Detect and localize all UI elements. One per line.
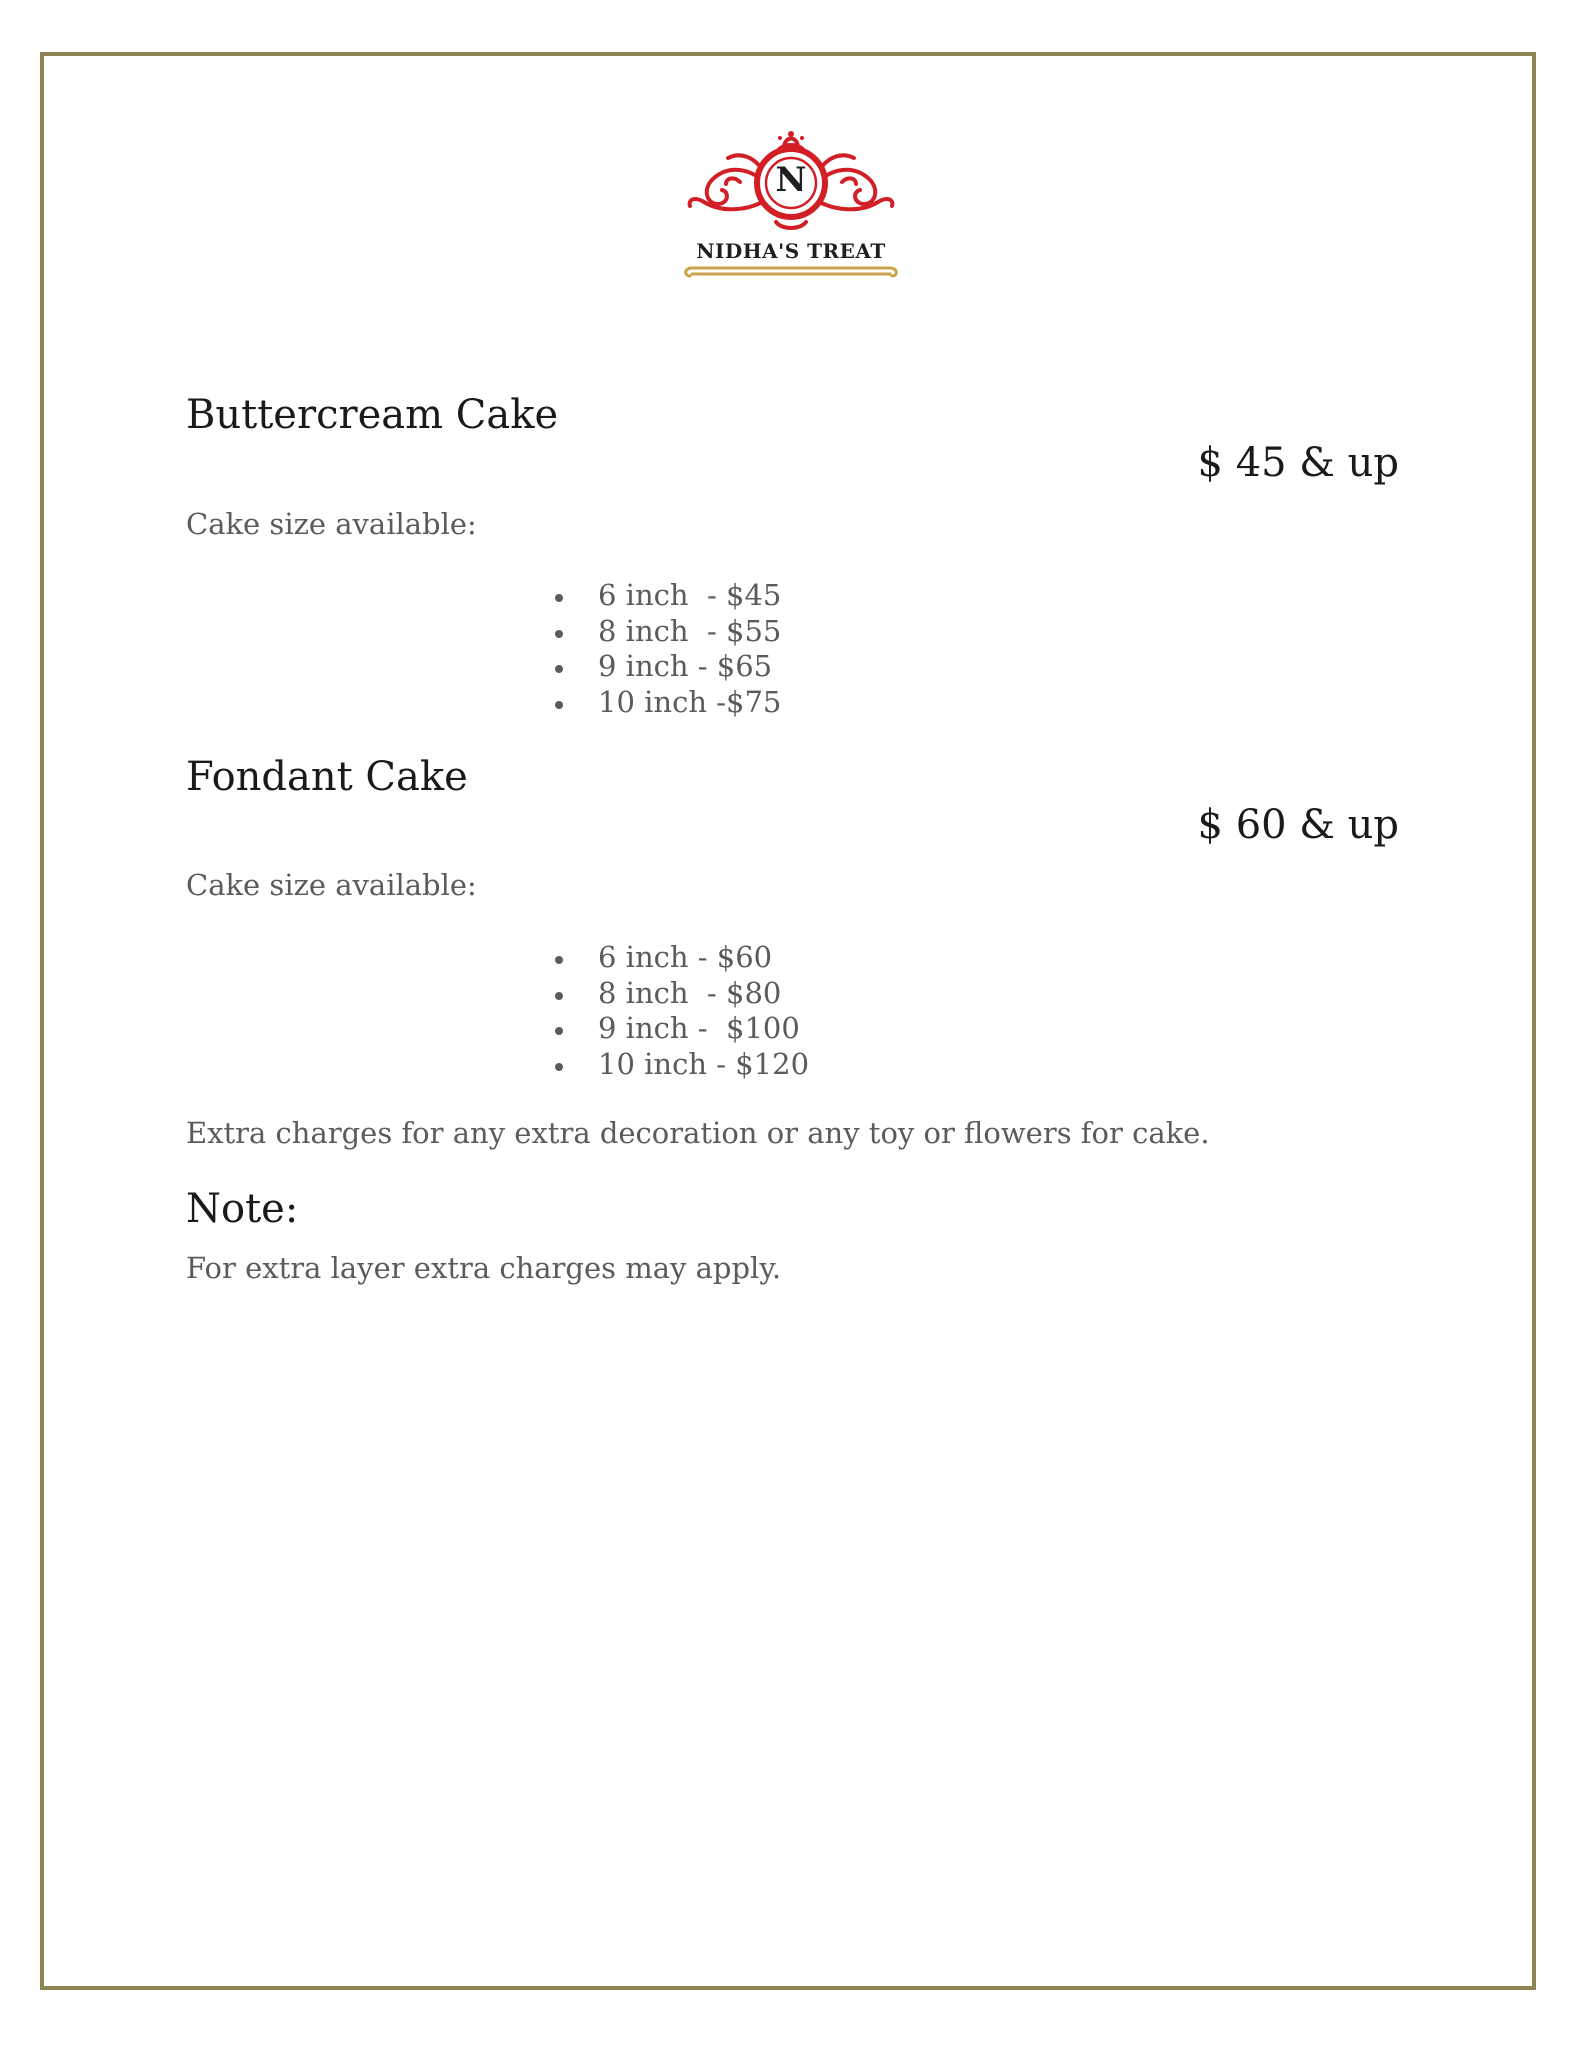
size-option: 8 inch - $55 xyxy=(598,613,782,648)
note-text: For extra layer extra charges may apply. xyxy=(186,1251,782,1285)
list-item xyxy=(553,649,781,685)
logo-brand-name: NIDHA'S TREAT xyxy=(696,239,886,263)
list-item xyxy=(553,614,781,650)
bullet-icon xyxy=(555,630,563,638)
size-option: 9 inch - $100 xyxy=(598,1011,800,1045)
list-item xyxy=(553,578,781,614)
sizes-label-fondant: Cake size available: xyxy=(186,868,477,902)
size-option: 8 inch - $80 xyxy=(598,975,782,1010)
bullet-icon xyxy=(555,1027,563,1035)
list-item xyxy=(553,940,809,976)
size-list-fondant xyxy=(553,940,809,1082)
brand-logo xyxy=(680,126,902,286)
bullet-icon xyxy=(555,1063,563,1071)
section-title-fondant: Fondant Cake xyxy=(186,754,468,800)
price-buttercream: $ 45 & up xyxy=(1197,440,1399,486)
size-list-buttercream xyxy=(553,578,781,720)
size-option: 9 inch - $65 xyxy=(598,649,773,683)
section-title-buttercream: Buttercream Cake xyxy=(186,392,559,438)
bullet-icon xyxy=(555,992,563,1000)
logo-monogram: N xyxy=(775,160,807,200)
note-heading: Note: xyxy=(186,1186,299,1232)
bullet-icon xyxy=(555,665,563,673)
bullet-icon xyxy=(555,701,563,709)
list-item xyxy=(553,685,781,721)
size-option: 10 inch - $120 xyxy=(598,1046,810,1081)
sizes-label-buttercream: Cake size available: xyxy=(186,507,477,541)
price-fondant: $ 60 & up xyxy=(1197,802,1399,848)
list-item xyxy=(553,1011,809,1047)
size-option: 6 inch - $60 xyxy=(598,940,773,974)
bullet-icon xyxy=(555,594,563,602)
extra-charges-text: Extra charges for any extra decoration or any toy or flowers for cake. xyxy=(186,1116,1210,1150)
list-item xyxy=(553,976,809,1012)
list-item xyxy=(553,1047,809,1083)
size-option: 6 inch - $45 xyxy=(598,578,782,612)
size-option: 10 inch -$75 xyxy=(598,684,782,719)
bullet-icon xyxy=(555,956,563,964)
